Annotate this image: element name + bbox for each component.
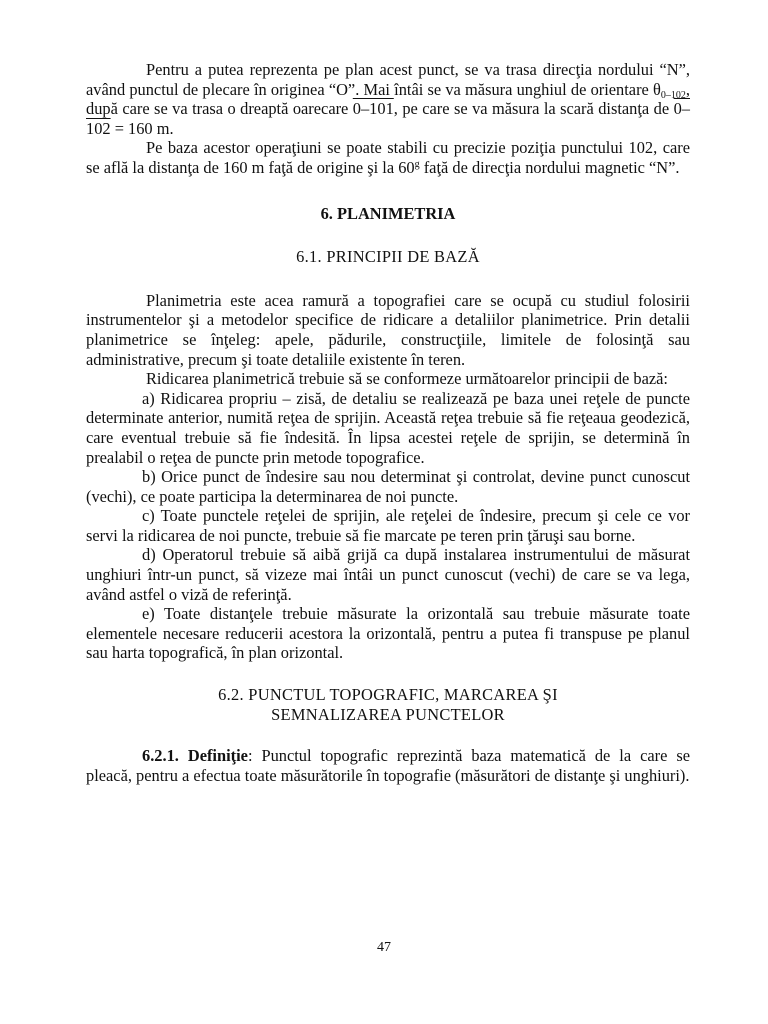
definition-paragraph	[86, 746, 690, 785]
title-line: SEMNALIZAREA PUNCTELOR	[271, 704, 505, 724]
grad-superscript: g	[414, 158, 420, 170]
page-number: 47	[377, 940, 391, 955]
title-line: 6.2. PUNCTUL TOPOGRAFIC, MARCAREA ŞI	[218, 685, 558, 705]
intro-paragraph-1	[86, 60, 690, 138]
segment-notation: 0–102	[86, 99, 690, 138]
text-fragment: faţă de direcţia nordului magnetic “N”.	[419, 157, 680, 177]
list-item-d: d) Operatorul trebuie să aibă grijă ca după instalarea instrumentului de măsurat unghiuri într-un punct, să vizeze mai întâi un punct cunoscut (vechi) de care se va lega, având astfel o viză de referinţă.	[86, 545, 690, 604]
text-fragment: , după care se va trasa o dreaptă oarecare	[86, 79, 690, 119]
document-page	[86, 60, 690, 785]
list-item-e: e) Toate distanţele trebuie măsurate la orizontală sau trebuie măsurate toate elementele necesare reducerii acestora la orizontală, pentru a putea fi transpuse pe planul sau harta topografică, în plan orizontal.	[86, 604, 690, 663]
definition-text: : Punctul topografic reprezintă baza matematică de la care se pleacă, pentru a efectua toate măsurătorile în topografie (măsurători de distanţe şi unghiuri).	[86, 746, 690, 785]
angle-subscript: 0–102	[660, 89, 686, 101]
text-fragment: Pentru a putea reprezenta pe plan acest punct, se va trasa direcţia nordului “N”, având punctul de plecare în originea “O”. Mai întâi se va măsura unghiul de orientare θ	[86, 60, 690, 99]
segment-notation: 0–101	[352, 99, 394, 119]
paragraph-planimetria: Planimetria este acea ramură a topografiei care se ocupă cu studiul folosirii instrumentelor şi a metodelor specifice de ridicare a detaliilor planimetrice. Prin detalii planimetrice se înţeleg: apele, pădurile, construcţiile, limitele de folosinţă sau administrative, precum şi toate detaliile existente în teren.	[86, 290, 690, 369]
paragraph-principii: Ridicarea planimetrică trebuie să se conformeze următoarelor principii de bază:	[146, 369, 668, 389]
definition-label: 6.2.1. Definiţie	[142, 746, 248, 766]
list-item-c: c) Toate punctele reţelei de sprijin, ale reţelei de îndesire, precum şi cele ce vor servi la ridicarea de noi puncte, trebuie să fie marcate pe teren prin ţăruşi sau borne.	[86, 506, 690, 545]
list-item-a: a) Ridicarea propriu – zisă, de detaliu se realizează pe baza unei reţele de puncte determinate anterior, numită reţea de sprijin. Această reţea trebuie să fie reţeaua geodezică, care eventual trebuie să fie îndesită. În lipsa acestei reţele de sprijin, se determină în prealabil o reţea de puncte prin metode topografice.	[86, 388, 690, 467]
section-title-6-1: 6.1. PRINCIPII DE BAZĂ	[296, 247, 480, 267]
section-title-6-2	[86, 685, 690, 724]
text-fragment: , pe care se va măsura la scară distanţa de	[393, 99, 674, 119]
chapter-title: 6. PLANIMETRIA	[320, 203, 456, 223]
list-item-b: b) Orice punct de îndesire sau nou determinat şi controlat, devine punct cunoscut (vechi), ce poate participa la determinarea de noi puncte.	[86, 467, 690, 506]
text-fragment: Pe baza acestor operaţiuni se poate stabili cu precizie poziţia punctului 102, care se află la distanţa de 160 m faţă de origine şi la 60	[86, 138, 690, 177]
intro-paragraph-2	[86, 138, 690, 177]
text-fragment: = 160 m.	[110, 118, 174, 138]
